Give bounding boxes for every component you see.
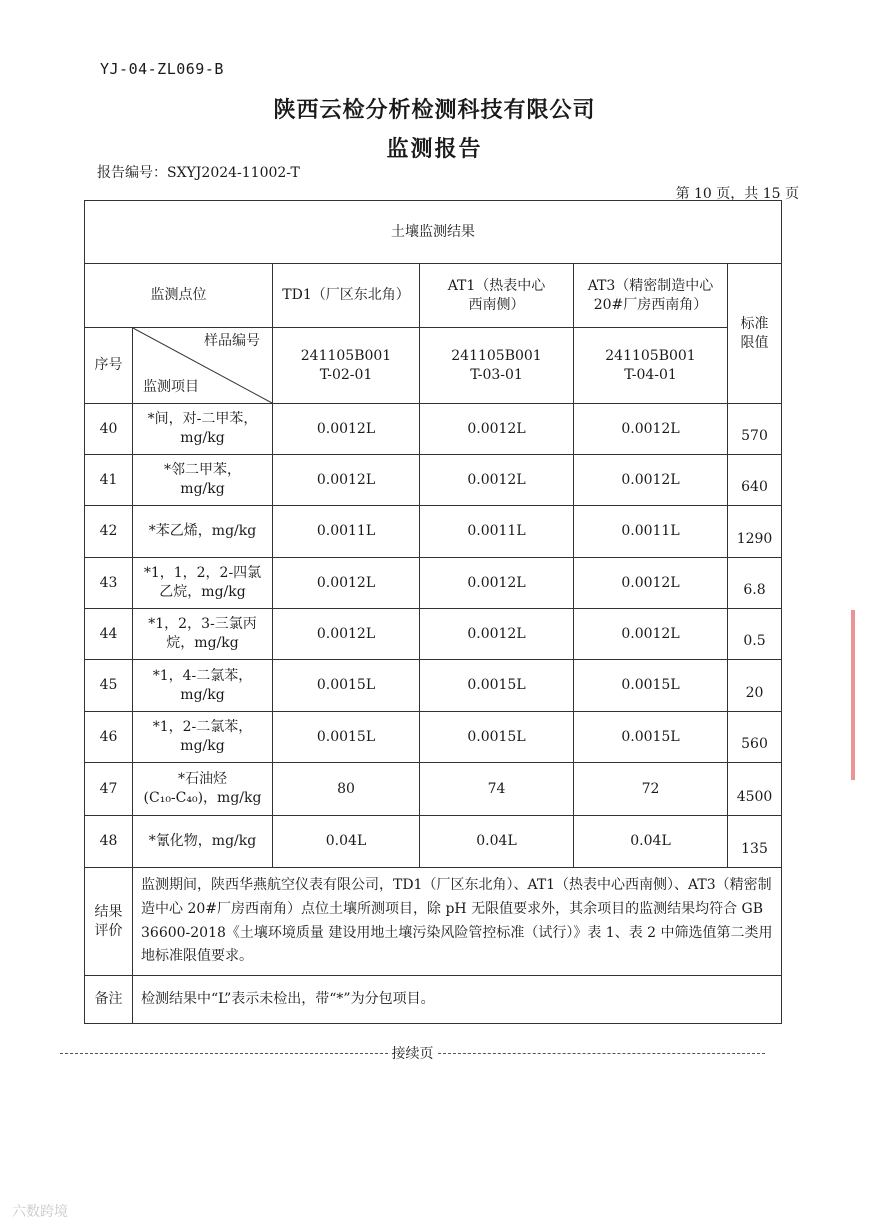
value-at1: 74 (420, 763, 574, 816)
seal-edge (851, 610, 869, 780)
value-at3: 0.0015L (574, 660, 728, 712)
page-info: 第 10 页，共 15 页 (675, 186, 799, 202)
row-limit: 6.8 (728, 558, 782, 609)
item-header: 监测项目 (143, 379, 199, 396)
row-number: 41 (85, 455, 133, 506)
table-caption: 土壤监测结果 (85, 201, 782, 264)
soil-results-table (84, 200, 782, 1024)
value-td1: 0.0015L (273, 660, 420, 712)
row-item: *间，对-二甲苯， mg/kg (133, 404, 273, 455)
value-at1: 0.0012L (420, 404, 574, 455)
sample-id-td1: 241105B001 T-02-01 (273, 328, 420, 404)
row-item: *1，2，3-三氯丙 烷，mg/kg (133, 609, 273, 660)
row-limit: 640 (728, 455, 782, 506)
value-td1: 0.0012L (273, 455, 420, 506)
value-at1: 0.0012L (420, 609, 574, 660)
limit-header: 标准 限值 (728, 264, 782, 404)
table-row (85, 609, 782, 660)
table-row (85, 506, 782, 558)
row-limit: 560 (728, 712, 782, 763)
result-rows (85, 404, 782, 868)
row-item: *1，4-二氯苯， mg/kg (133, 660, 273, 712)
conclusion-label: 结果 评价 (85, 868, 133, 976)
row-number: 40 (85, 404, 133, 455)
table-row (85, 712, 782, 763)
value-at3: 0.0012L (574, 558, 728, 609)
value-td1: 80 (273, 763, 420, 816)
value-at3: 72 (574, 763, 728, 816)
row-number: 45 (85, 660, 133, 712)
row-limit: 0.5 (728, 609, 782, 660)
value-at3: 0.0011L (574, 506, 728, 558)
row-number: 44 (85, 609, 133, 660)
value-at1: 0.0015L (420, 712, 574, 763)
value-at3: 0.0015L (574, 712, 728, 763)
value-td1: 0.0011L (273, 506, 420, 558)
sample-id-at3: 241105B001 T-04-01 (574, 328, 728, 404)
value-td1: 0.0012L (273, 558, 420, 609)
conclusion-text: 监测期间，陕西华燕航空仪表有限公司，TD1（厂区东北角）、AT1（热表中心西南侧）、AT3（精密制造中心 20#厂房西南角）点位土壤所测项目，除 pH 无限值要求外，其余项目的监测结果均符合 GB 36600-2018《土壤环境质量 建设用地土壤污染风险管控标准（试行）》表 1、表 2 中筛选值第二类用地标准限值要求。 (133, 868, 782, 976)
table-row (85, 455, 782, 506)
row-limit: 570 (728, 404, 782, 455)
value-td1: 0.0012L (273, 404, 420, 455)
row-number: 42 (85, 506, 133, 558)
remark-label: 备注 (85, 976, 133, 1024)
value-at1: 0.04L (420, 816, 574, 868)
row-item: *苯乙烯，mg/kg (133, 506, 273, 558)
row-item: *邻二甲苯， mg/kg (133, 455, 273, 506)
value-at1: 0.0012L (420, 558, 574, 609)
doc-code: YJ-04-ZL069-B (100, 60, 224, 78)
value-at3: 0.04L (574, 816, 728, 868)
value-at3: 0.0012L (574, 609, 728, 660)
dash-right (438, 1053, 766, 1054)
row-limit: 1290 (728, 506, 782, 558)
row-limit: 4500 (728, 763, 782, 816)
remark-text: 检测结果中“L”表示未检出，带“*”为分包项目。 (133, 976, 782, 1024)
company-name: 陕西云检分析检测科技有限公司 (273, 98, 596, 123)
row-limit: 20 (728, 660, 782, 712)
diagonal-header-cell (133, 328, 273, 404)
value-td1: 0.04L (273, 816, 420, 868)
point-at1: AT1（热表中心 西南侧） (420, 264, 574, 328)
row-number: 46 (85, 712, 133, 763)
row-number: 48 (85, 816, 133, 868)
row-item: *石油烃 (C₁₀-C₄₀)，mg/kg (133, 763, 273, 816)
continued-label: 接续页 (391, 1046, 434, 1062)
row-item: *1，1，2，2-四氯 乙烷，mg/kg (133, 558, 273, 609)
row-limit: 135 (728, 816, 782, 868)
table-row (85, 816, 782, 868)
value-td1: 0.0015L (273, 712, 420, 763)
value-at3: 0.0012L (574, 404, 728, 455)
dash-left (60, 1053, 388, 1054)
continuation-line (60, 1043, 765, 1063)
sample-id-header: 样品编号 (204, 333, 260, 349)
table-row (85, 404, 782, 455)
table-row (85, 660, 782, 712)
value-at1: 0.0012L (420, 455, 574, 506)
row-item: *1，2-二氯苯， mg/kg (133, 712, 273, 763)
value-at1: 0.0011L (420, 506, 574, 558)
point-td1: TD1（厂区东北角） (273, 264, 420, 328)
watermark: 六数跨境 (12, 1204, 68, 1220)
value-at3: 0.0012L (574, 455, 728, 506)
value-td1: 0.0012L (273, 609, 420, 660)
point-header: 监测点位 (85, 264, 273, 328)
report-number: 报告编号：SXYJ2024-11002-T (97, 165, 300, 181)
value-at1: 0.0015L (420, 660, 574, 712)
report-title: 监测报告 (386, 137, 483, 162)
row-number: 47 (85, 763, 133, 816)
row-item: *氰化物，mg/kg (133, 816, 273, 868)
point-at3: AT3（精密制造中心 20#厂房西南角） (574, 264, 728, 328)
table-row (85, 558, 782, 609)
seq-header: 序号 (85, 328, 133, 404)
sample-id-at1: 241105B001 T-03-01 (420, 328, 574, 404)
table-row (85, 763, 782, 816)
row-number: 43 (85, 558, 133, 609)
